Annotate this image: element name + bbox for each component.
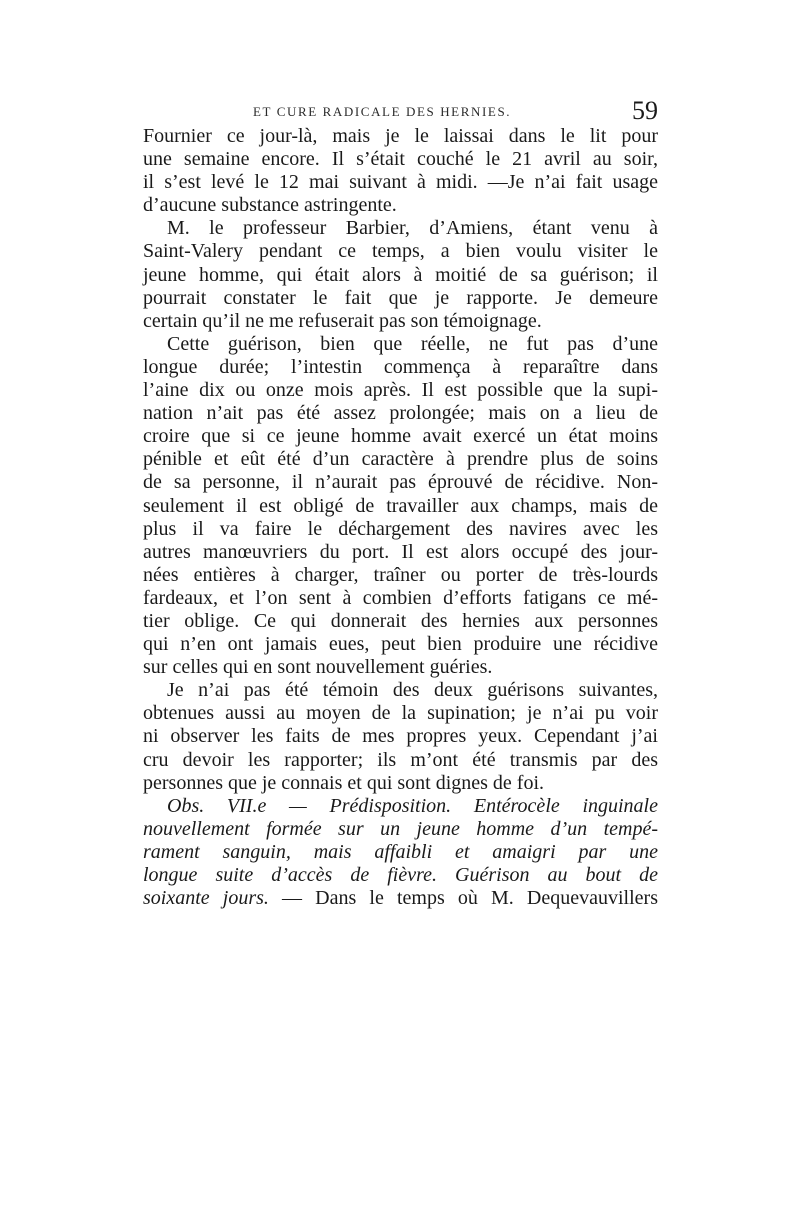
running-title: ET CURE RADICALE DES HERNIES. <box>253 104 512 119</box>
text-line: croire que si ce jeune homme avait exercé un état moins <box>143 425 658 448</box>
text-line: fardeaux, et l’on sent à combien d’efforts fatigans ce mé- <box>143 586 658 609</box>
text-line: pénible et eût été d’un caractère à prendre plus de soins <box>143 448 658 471</box>
text-line: longue durée; l’intestin commença à reparaître dans <box>143 355 658 378</box>
observation-final-line <box>143 887 658 910</box>
text-line: plus il va faire le déchargement des navires avec les <box>143 517 658 540</box>
text-line: Fournier ce jour-là, mais je le laissai dans le lit pour <box>143 125 658 147</box>
text-line: Saint-Valery pendant ce temps, a bien voulu visiter le <box>143 240 658 263</box>
text-line: une semaine encore. Il s’était couché le 21 avril au soir, <box>143 148 658 171</box>
text-line: il s’est levé le 12 mai suivant à midi. —Je n’ai fait usage <box>143 171 658 194</box>
text-line: obtenues aussi au moyen de la supination; je n’ai pu voir <box>143 702 658 725</box>
text-line: Je n’ai pas été témoin des deux guérisons suivantes, <box>167 679 658 702</box>
page-number: 59 <box>632 96 658 125</box>
text-line: d’aucune substance astringente. <box>143 194 397 217</box>
body-text <box>143 125 658 910</box>
text-line: qui n’en ont jamais eues, peut bien produire une récidive <box>143 633 658 656</box>
text-line: ni observer les faits de mes propres yeux. Cependant j’ai <box>143 725 658 748</box>
observation-heading-line: Obs. VII.e — Prédisposition. Entérocèle inguinale <box>167 794 658 817</box>
observation-heading-line: longue suite d’accès de fièvre. Guérison au bout de <box>143 864 658 886</box>
text-line: personnes que je connais et qui sont dignes de foi. <box>143 771 545 794</box>
observation-heading-line: nouvellement formée sur un jeune homme d’un tempé- <box>143 817 658 840</box>
text-line: M. le professeur Barbier, d’Amiens, étant venu à <box>167 217 658 240</box>
text-line: certain qu’il ne me refuserait pas son témoignage. <box>143 309 542 332</box>
observation-heading-line: rament sanguin, mais affaibli et amaigri par une <box>143 840 658 863</box>
text-line: nées entières à charger, traîner ou porter de très-lourds <box>143 563 658 586</box>
text-line: seulement il est obligé de travailler aux champs, mais de <box>143 494 658 517</box>
text-line: autres manœuvriers du port. Il est alors occupé des jour- <box>143 540 658 563</box>
observation-heading-end: soixante jours. <box>143 887 269 910</box>
text-line: sur celles qui en sont nouvellement guéries. <box>143 656 493 679</box>
text-line: l’aine dix ou onze mois après. Il est possible que la supi- <box>143 379 658 402</box>
observation-text-start: — Dans le temps où M. Dequevauvillers <box>268 887 658 910</box>
text-line: pourrait constater le fait que je rapporte. Je demeure <box>143 286 658 309</box>
text-line: cru devoir les rapporter; ils m’ont été transmis par des <box>143 748 658 771</box>
text-line: nation n’ait pas été assez prolongée; mais on a lieu de <box>143 402 658 425</box>
text-line: tier oblige. Ce qui donnerait des hernies aux personnes <box>143 609 658 632</box>
text-line: jeune homme, qui était alors à moitié de sa guérison; il <box>143 263 658 286</box>
text-line: Cette guérison, bien que réelle, ne fut pas d’une <box>167 332 658 355</box>
text-line: de sa personne, il n’aurait pas éprouvé de récidive. Non- <box>143 471 658 494</box>
